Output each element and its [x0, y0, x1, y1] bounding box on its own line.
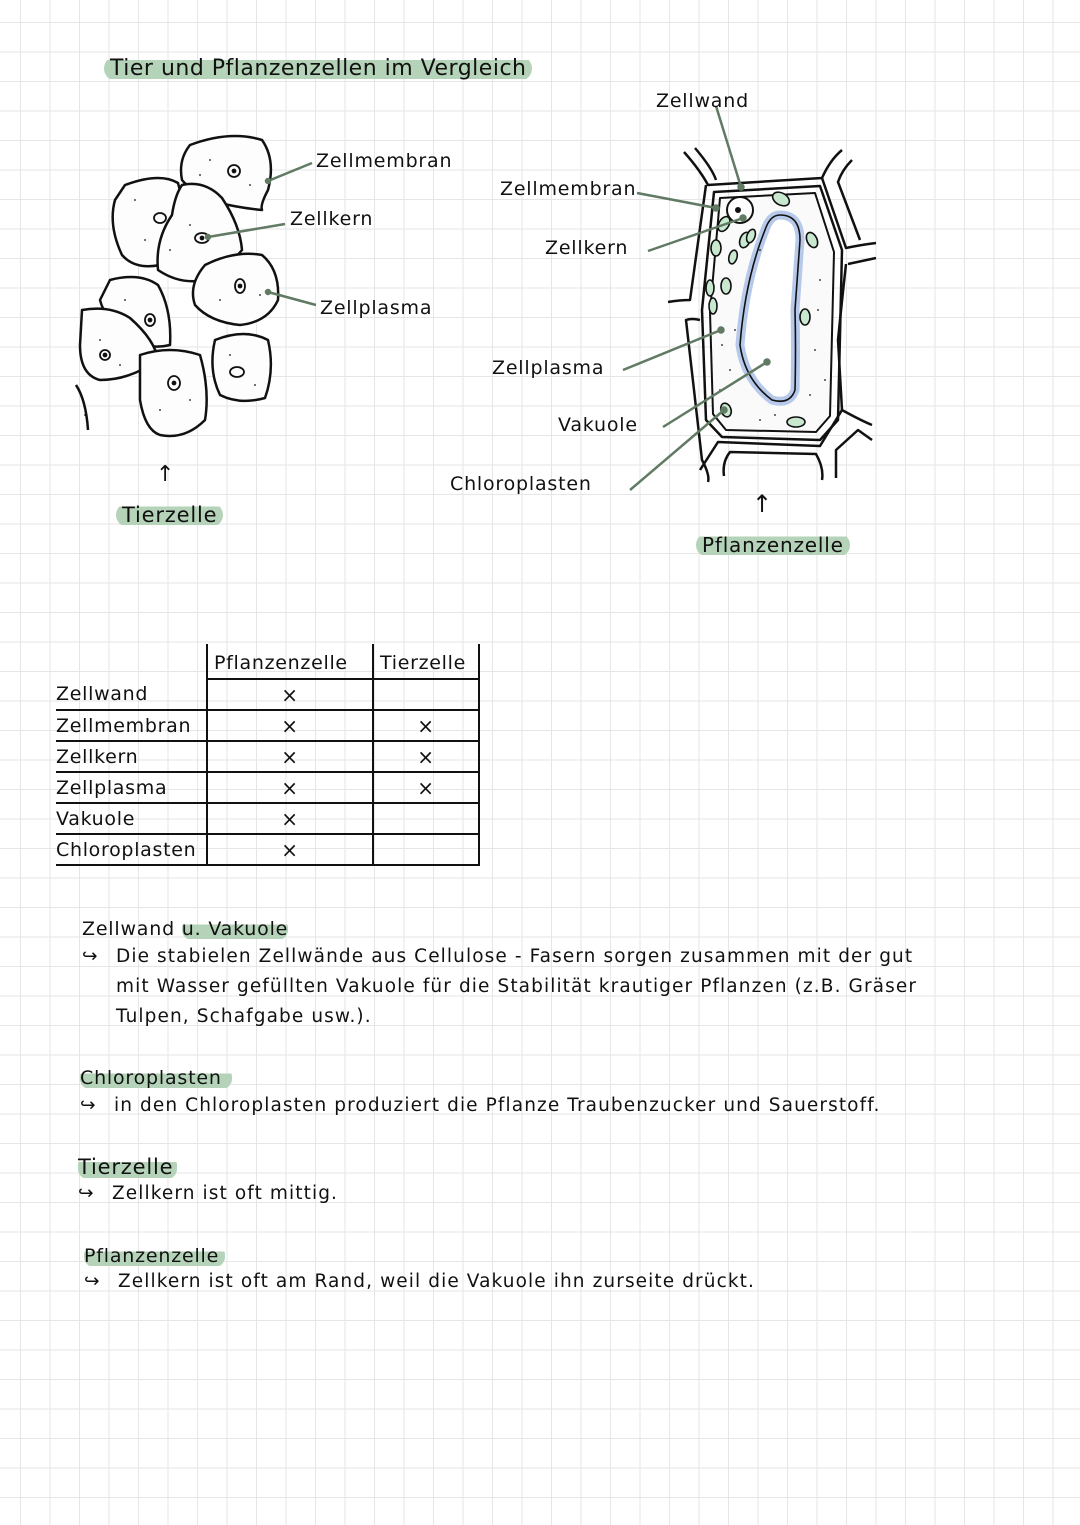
- note-chloroplasts: [80, 1067, 880, 1121]
- note-line: Die stabielen Zellwände aus Cellulose - Fasern sorgen zusammen mit der gut: [116, 946, 914, 967]
- animal-cell-mark: [373, 679, 479, 710]
- label-plant-nucleus: Zellkern: [545, 237, 629, 259]
- chloroplast-icon: [711, 240, 721, 256]
- hook-arrow-icon: ↪: [80, 1095, 97, 1116]
- note-heading: Chloroplasten: [80, 1067, 232, 1089]
- plant-cell-mark: ×: [207, 772, 373, 803]
- table-corner: [56, 644, 207, 679]
- note-animal-cell: [78, 1155, 338, 1209]
- row-label: Chloroplasten: [56, 834, 207, 865]
- plant-cell-caption: Pflanzenzelle: [696, 533, 850, 557]
- animal-cell-caption: Tierzelle: [116, 503, 223, 527]
- animal-cell-mark: ×: [373, 741, 479, 772]
- table-row: [56, 772, 479, 803]
- note-wall-vacuole: [82, 918, 917, 1032]
- hook-arrow-icon: ↪: [78, 1183, 95, 1204]
- note-line: mit Wasser gefüllten Vakuole für die Stabilität krautiger Pflanzen (z.B. Gräser: [116, 976, 918, 997]
- plant-cell-mark: ×: [207, 679, 373, 710]
- label-plant-wall: Zellwand: [656, 90, 749, 112]
- plant-cell-mark: ×: [207, 741, 373, 772]
- plant-cell-mark: ×: [207, 803, 373, 834]
- note-body: [82, 942, 917, 1032]
- row-label: Zellmembran: [56, 710, 207, 741]
- table-row: [56, 803, 479, 834]
- label-animal-nucleus: Zellkern: [290, 208, 374, 230]
- column-header-animal: Tierzelle: [373, 644, 479, 679]
- plant-cell-mark: ×: [207, 710, 373, 741]
- plant-cell-mark: ×: [207, 834, 373, 865]
- label-plant-membrane: Zellmembran: [500, 178, 637, 200]
- note-line: Zellkern ist oft am Rand, weil die Vakuole ihn zurseite drückt.: [118, 1271, 756, 1292]
- plant-cell-diagram: [0, 0, 1080, 600]
- label-plant-vacuole: Vakuole: [558, 414, 638, 436]
- chloroplast-icon: [721, 278, 731, 294]
- note-line: Tulpen, Schafgabe usw.).: [116, 1006, 372, 1027]
- chloroplast-icon: [706, 280, 714, 296]
- note-heading-highlight: u. Vakuole: [181, 918, 289, 940]
- page-title: Tier und Pflanzenzellen im Vergleich: [104, 56, 532, 81]
- hook-arrow-icon: ↪: [84, 1271, 101, 1292]
- animal-cell-mark: [373, 803, 479, 834]
- chloroplast-icon: [787, 417, 805, 427]
- leader-line: [630, 410, 724, 490]
- note-heading: Pflanzenzelle: [84, 1245, 225, 1267]
- hook-arrow-icon: ↪: [82, 946, 99, 967]
- label-animal-membrane: Zellmembran: [316, 150, 453, 172]
- note-heading: Tierzelle: [78, 1155, 177, 1179]
- animal-cell-mark: [373, 834, 479, 865]
- note-heading: [82, 918, 917, 940]
- up-arrow-icon: ↑: [156, 462, 175, 487]
- animal-cell-mark: ×: [373, 772, 479, 803]
- table-row: [56, 741, 479, 772]
- chloroplast-icon: [800, 309, 810, 325]
- row-label: Zellplasma: [56, 772, 207, 803]
- label-animal-cytoplasm: Zellplasma: [320, 297, 433, 319]
- row-label: Zellwand: [56, 679, 207, 710]
- table-row: [56, 679, 479, 710]
- leader-line: [623, 330, 721, 370]
- chloroplast-icon: [709, 298, 717, 314]
- column-header-plant: Pflanzenzelle: [207, 644, 373, 679]
- table-row: [56, 710, 479, 741]
- animal-cell-mark: ×: [373, 710, 479, 741]
- up-arrow-icon: ↑: [752, 490, 773, 518]
- label-plant-cytoplasm: Zellplasma: [492, 357, 605, 379]
- note-heading-plain: Zellwand: [82, 918, 182, 940]
- note-line: Zellkern ist oft mittig.: [112, 1183, 339, 1204]
- label-plant-chloroplasts: Chloroplasten: [450, 473, 592, 495]
- note-line: in den Chloroplasten produziert die Pflanze Traubenzucker und Sauerstoff.: [114, 1095, 881, 1116]
- table-row: [56, 834, 479, 865]
- row-label: Zellkern: [56, 741, 207, 772]
- comparison-table: [56, 644, 480, 866]
- row-label: Vakuole: [56, 803, 207, 834]
- leader-line: [716, 106, 741, 187]
- note-plant-cell: [84, 1245, 755, 1297]
